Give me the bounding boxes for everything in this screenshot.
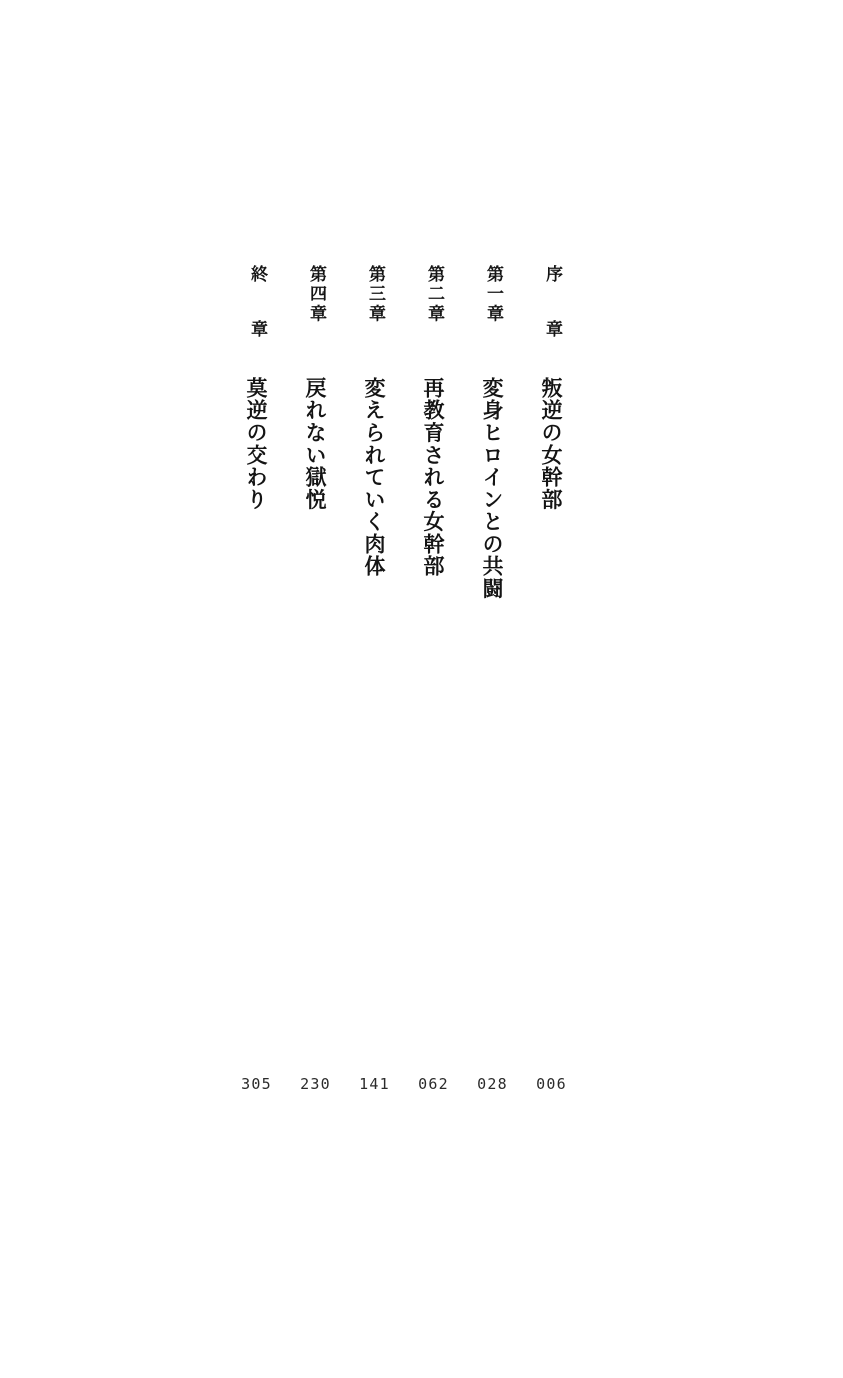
toc-entry-page-number: 062	[418, 1075, 449, 1093]
toc-entry[interactable]	[404, 265, 463, 1165]
toc-entry-label: 終 章	[247, 265, 267, 348]
toc-entry-title: 変えられていく肉体	[362, 377, 387, 578]
toc-entry-label: 序 章	[542, 265, 562, 348]
toc-entry-label: 第二章	[424, 265, 444, 325]
toc-entry-page-number: 028	[477, 1075, 508, 1093]
toc-entry-title: 叛逆の女幹部	[539, 377, 564, 511]
toc-entry[interactable]	[345, 265, 404, 1165]
toc-entry-title: 変身ヒロインとの共闘	[480, 377, 505, 600]
toc-entry-title: 再教育される女幹部	[421, 377, 446, 578]
toc-entry-label: 第三章	[365, 265, 385, 325]
toc-entry[interactable]	[463, 265, 522, 1165]
table-of-contents	[0, 265, 843, 1165]
toc-entry[interactable]	[522, 265, 581, 1165]
toc-entry-title: 戻れない獄悦	[303, 377, 328, 511]
toc-entry-page-number: 141	[359, 1075, 390, 1093]
toc-entry-page-number: 230	[300, 1075, 331, 1093]
toc-entry-page-number: 305	[241, 1075, 272, 1093]
toc-entry-title: 莫逆の交わり	[244, 377, 269, 511]
toc-entry-page-number: 006	[536, 1075, 567, 1093]
toc-entry-label: 第四章	[306, 265, 326, 325]
toc-entry-label: 第一章	[483, 265, 503, 325]
toc-entry[interactable]	[286, 265, 345, 1165]
toc-entry[interactable]	[227, 265, 286, 1165]
